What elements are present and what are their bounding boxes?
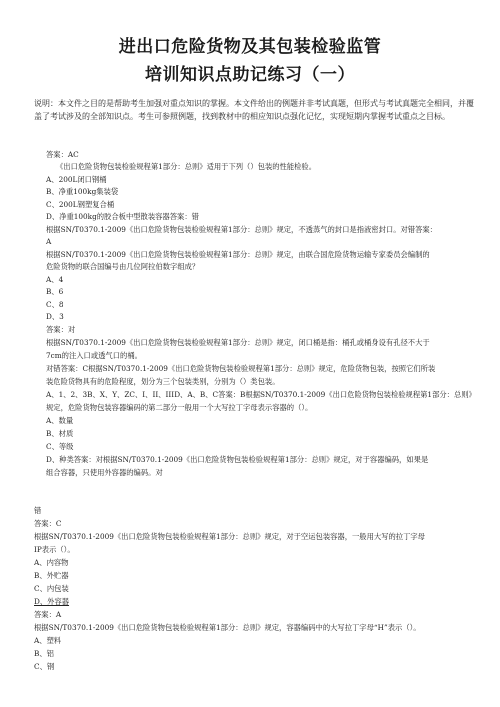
question-line: 根据SN/T0370.1-2009《出口危险货物包装检验规程第1部分：总则》规定，闭口桶是指：桶孔或桶身设有孔径不大于 — [46, 338, 430, 347]
answer-line: 答案：对 — [46, 325, 76, 334]
question-line: 组合容器，只使用外容器的编码。对 — [46, 468, 163, 477]
intro-paragraph: 说明：本文件之目的是帮助考生加强对重点知识的掌握。本文件给出的例题并非考试真题，但形式与考试真题完全相同，并覆盖了考试涉及的全部知识点。考生可参照例题，找到教材中的相应知识点强化记忆，实现短期内掌握考试重点之目标。 — [34, 99, 474, 121]
option-line: A、数量 — [46, 416, 74, 425]
answer-line: 错 — [34, 506, 42, 515]
question-line: IP表示（）。 — [34, 545, 75, 554]
question-line: 对错答案：C根据SN/T0370.1-2009《出口危险货物包装检验规程第1部分：总则》规定，危险货物包装，按照它们所装 — [46, 364, 436, 373]
answer-line: 答案：A — [34, 610, 62, 619]
option-line: C、8 — [46, 300, 64, 309]
option-line: B、净重100kg集装袋 — [46, 187, 119, 196]
option-line: B、6 — [46, 287, 64, 296]
doc-title-line1: 进出口危险货物及其包装检验监管 — [118, 37, 382, 57]
question-line: 规定，危险货物包装容器编码的第二部分一般用一个大写拉丁字母表示容器的（）。 — [46, 403, 313, 412]
option-line: A、4 — [46, 275, 64, 284]
question-line: 根据SN/T0370.1-2009《出口危险货物包装检验规程第1部分：总则》规定，由联合国危险货物运输专家委员会编制的 — [46, 250, 430, 259]
question-line: D、种类答案：对根据SN/T0370.1-2009《出口危险货物包装检验规程第1部分：总则》规定，对于容器编码，如果是 — [46, 455, 429, 464]
option-line: C、内包装 — [34, 584, 69, 593]
question-line: 根据SN/T0370.1-2009《出口危险货物包装检验规程第1部分：总则》规定，不透蒸气的封口是指液密封口。对错答案： — [46, 225, 437, 234]
option-line: C、钢 — [34, 662, 55, 671]
question-line: 根据SN/T0370.1-2009《出口危险货物包装检验规程第1部分：总则》规定，对于空运包装容器，一般用大写的拉丁字母 — [34, 532, 425, 541]
option-line: B、铝 — [34, 649, 54, 658]
question-line: 危险货物的联合国编号由几位阿拉伯数字组成？ — [46, 262, 200, 271]
option-line: C、200L钢塑复合桶 — [46, 200, 115, 209]
question-line: 根据SN/T0370.1-2009《出口危险货物包装检验规程第1部分：总则》规定，容器编码中的大写拉丁字母“H”表示（）。 — [34, 623, 421, 632]
question-line: 《出口危险货物包装检验规程第1部分：总则》适用于下列（）包装的性能检验。 — [56, 162, 317, 171]
option-line: A、塑料 — [34, 636, 62, 645]
doc-title-line2: 培训知识点助记练习（一） — [145, 65, 355, 85]
question-line: 7cm的注入口或透气口的桶。 — [46, 351, 142, 360]
option-line: D、外容器 — [34, 597, 70, 606]
answer-line: 答案：AC — [46, 150, 79, 159]
option-line: B、材质 — [46, 429, 74, 438]
option-line: A、200L闭口钢桶 — [46, 175, 107, 184]
question-line: 装危险货物具有的危险程度，划分为三个包装类别，分别为（）类包装。 — [46, 377, 280, 386]
answer-line: A — [46, 237, 52, 246]
option-line: D、3 — [46, 312, 64, 321]
question-line: A、1、2、3B、X、Y、ZC、I、II、IIID、A、B、C答案：B根据SN/T0370.1-2009《出口危险货物包装检验规程第1部分：总则》 — [46, 390, 476, 399]
answer-line: 答案：C — [34, 519, 62, 528]
option-line: D、净重100kg的胶合板中型散装容器答案：错 — [46, 212, 199, 221]
option-line: B、外贮器 — [34, 571, 69, 580]
option-line: C、等级 — [46, 442, 74, 451]
option-line: A、内容物 — [34, 558, 69, 567]
